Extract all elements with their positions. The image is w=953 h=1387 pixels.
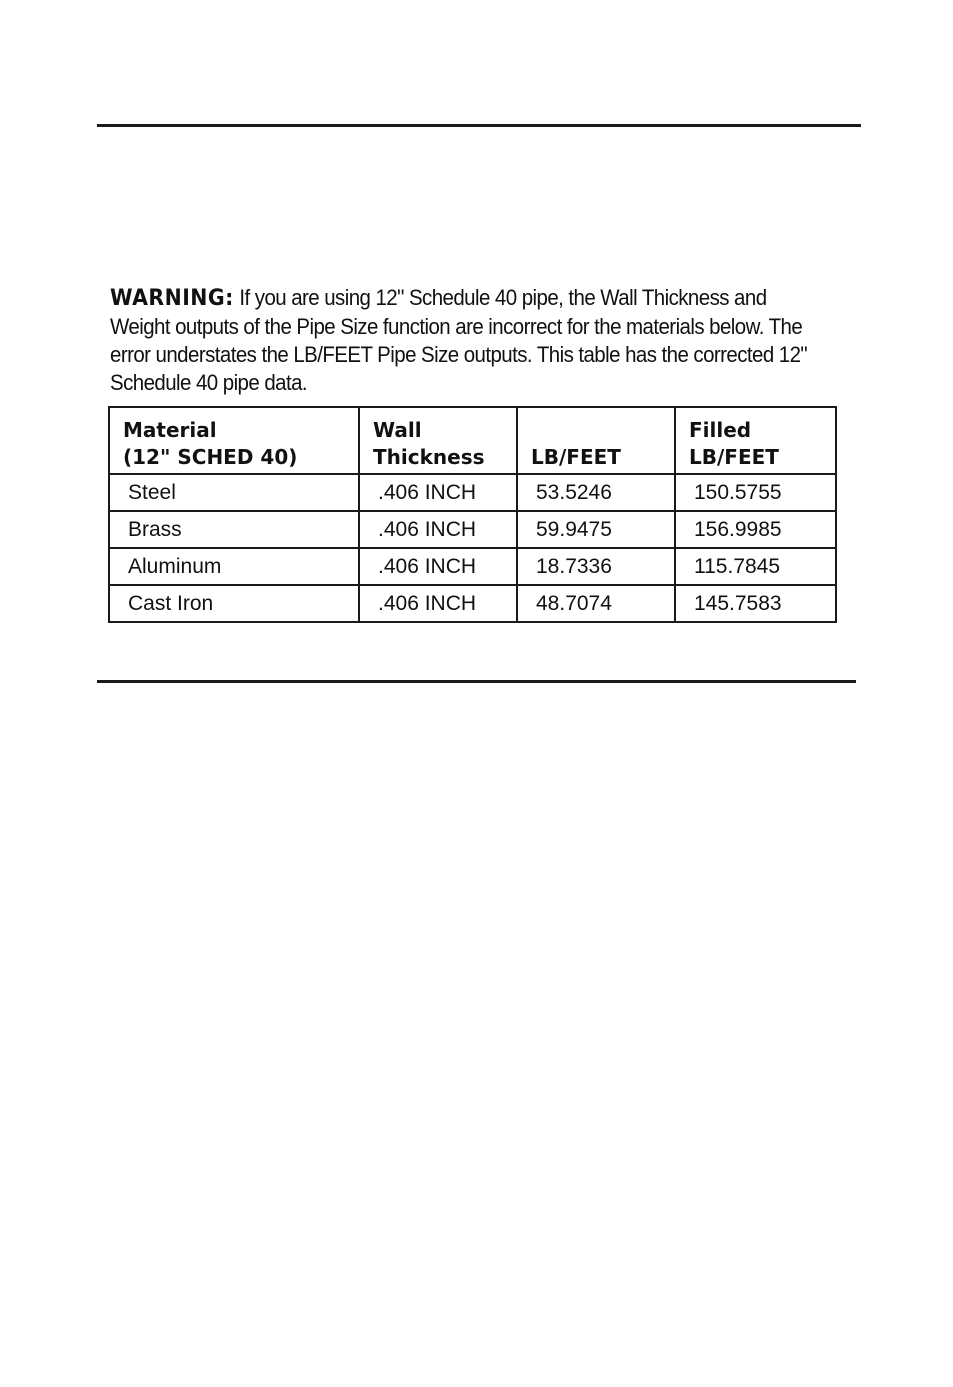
header-filled-lb-feet: Filled LB/FEET: [675, 407, 836, 474]
cell-filled: 145.7583: [675, 585, 836, 622]
cell-material: Aluminum: [109, 548, 359, 585]
cell-material: Steel: [109, 474, 359, 511]
header-lb-feet: LB/FEET: [517, 407, 675, 474]
table-row: [109, 585, 836, 622]
warning-label: WARNING:: [110, 286, 234, 311]
header-wall-thickness: Wall Thickness: [359, 407, 517, 474]
cell-lb-feet: 59.9475: [517, 511, 675, 548]
cell-material: Brass: [109, 511, 359, 548]
cell-filled: 156.9985: [675, 511, 836, 548]
top-divider: [97, 124, 861, 127]
cell-lb-feet: 53.5246: [517, 474, 675, 511]
table-row: [109, 474, 836, 511]
pipe-data-table: [108, 406, 837, 623]
warning-paragraph: [110, 284, 831, 397]
warning-text: If you are using 12" Schedule 40 pipe, the Wall Thickness and Weight outputs of the Pipe Size function are incorrect for the materials below. The error understates the LB/FEET Pipe Size outputs. This table has the corrected 12" Schedule 40 pipe data.: [110, 285, 808, 395]
table-row: [109, 548, 836, 585]
header-material: Material (12" SCHED 40): [109, 407, 359, 474]
cell-wall: .406 INCH: [359, 585, 517, 622]
cell-lb-feet: 48.7074: [517, 585, 675, 622]
cell-material: Cast Iron: [109, 585, 359, 622]
cell-filled: 150.5755: [675, 474, 836, 511]
bottom-divider: [97, 680, 856, 683]
table-row: [109, 511, 836, 548]
cell-wall: .406 INCH: [359, 548, 517, 585]
cell-wall: .406 INCH: [359, 511, 517, 548]
table-header-row: [109, 407, 836, 474]
cell-wall: .406 INCH: [359, 474, 517, 511]
cell-lb-feet: 18.7336: [517, 548, 675, 585]
cell-filled: 115.7845: [675, 548, 836, 585]
